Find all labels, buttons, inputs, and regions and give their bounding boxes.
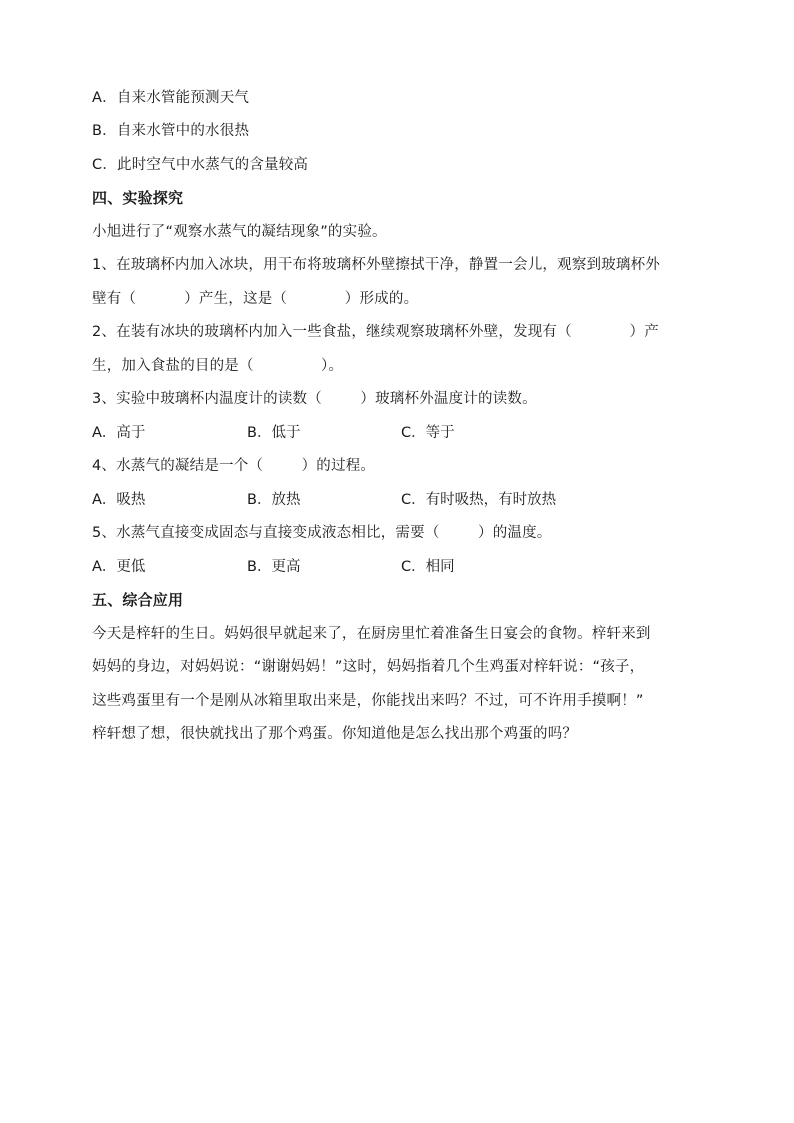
question-4-option-b: B．放热 [247, 492, 301, 508]
question-5: 5、水蒸气直接变成固态与直接变成液态相比，需要（ ）的温度。 [92, 525, 552, 541]
section-5-paragraph-line-1: 今天是梓轩的生日。妈妈很早就起来了，在厨房里忙着准备生日宴会的食物。梓轩来到 [92, 626, 651, 642]
question-1-line-1: 1、在玻璃杯内加入冰块，用干布将玻璃杯外壁擦拭干净，静置一会儿，观察到玻璃杯外 [92, 257, 661, 273]
question-3-option-b: B．低于 [247, 425, 301, 441]
section-5-heading: 五、综合应用 [92, 591, 184, 609]
prev-option-a: A．自来水管能预测天气 [92, 90, 250, 106]
section-5-paragraph-line-3: 这些鸡蛋里有一个是刚从冰箱里取出来是，你能找出来吗？不过，可不许用手摸啊！” [92, 693, 644, 709]
section-5-paragraph-line-4: 梓轩想了想，很快就找出了那个鸡蛋。你知道他是怎么找出那个鸡蛋的吗？ [92, 726, 578, 742]
question-4-option-c: C．有时吸热，有时放热 [401, 492, 557, 508]
prev-option-b: B．自来水管中的水很热 [92, 123, 250, 139]
question-3: 3、实验中玻璃杯内温度计的读数（ ）玻璃杯外温度计的读数。 [92, 391, 537, 407]
prev-option-c: C．此时空气中水蒸气的含量较高 [92, 157, 309, 173]
section-4-heading: 四、实验探究 [92, 189, 184, 207]
question-4: 4、水蒸气的凝结是一个（ ）的过程。 [92, 458, 376, 474]
question-1-line-2: 壁有（ ）产生，这是（ ）形成的。 [92, 291, 419, 307]
question-5-option-c: C．相同 [401, 559, 455, 575]
question-5-option-a: A．更低 [92, 559, 146, 575]
section-4-intro: 小旭进行了“观察水蒸气的凝结现象”的实验。 [92, 224, 387, 240]
question-4-option-a: A．吸热 [92, 492, 146, 508]
question-2-line-1: 2、在装有冰块的玻璃杯内加入一些食盐，继续观察玻璃杯外壁，发现有（ ）产 [92, 324, 659, 340]
question-3-option-a: A．高于 [92, 425, 146, 441]
section-5-paragraph-line-2: 妈妈的身边，对妈妈说：“谢谢妈妈！”这时，妈妈指着几个生鸡蛋对梓轩说：“孩子， [92, 659, 645, 675]
question-5-option-b: B．更高 [247, 559, 301, 575]
question-3-option-c: C．等于 [401, 425, 455, 441]
question-2-line-2: 生，加入食盐的目的是（ ）。 [92, 358, 344, 374]
